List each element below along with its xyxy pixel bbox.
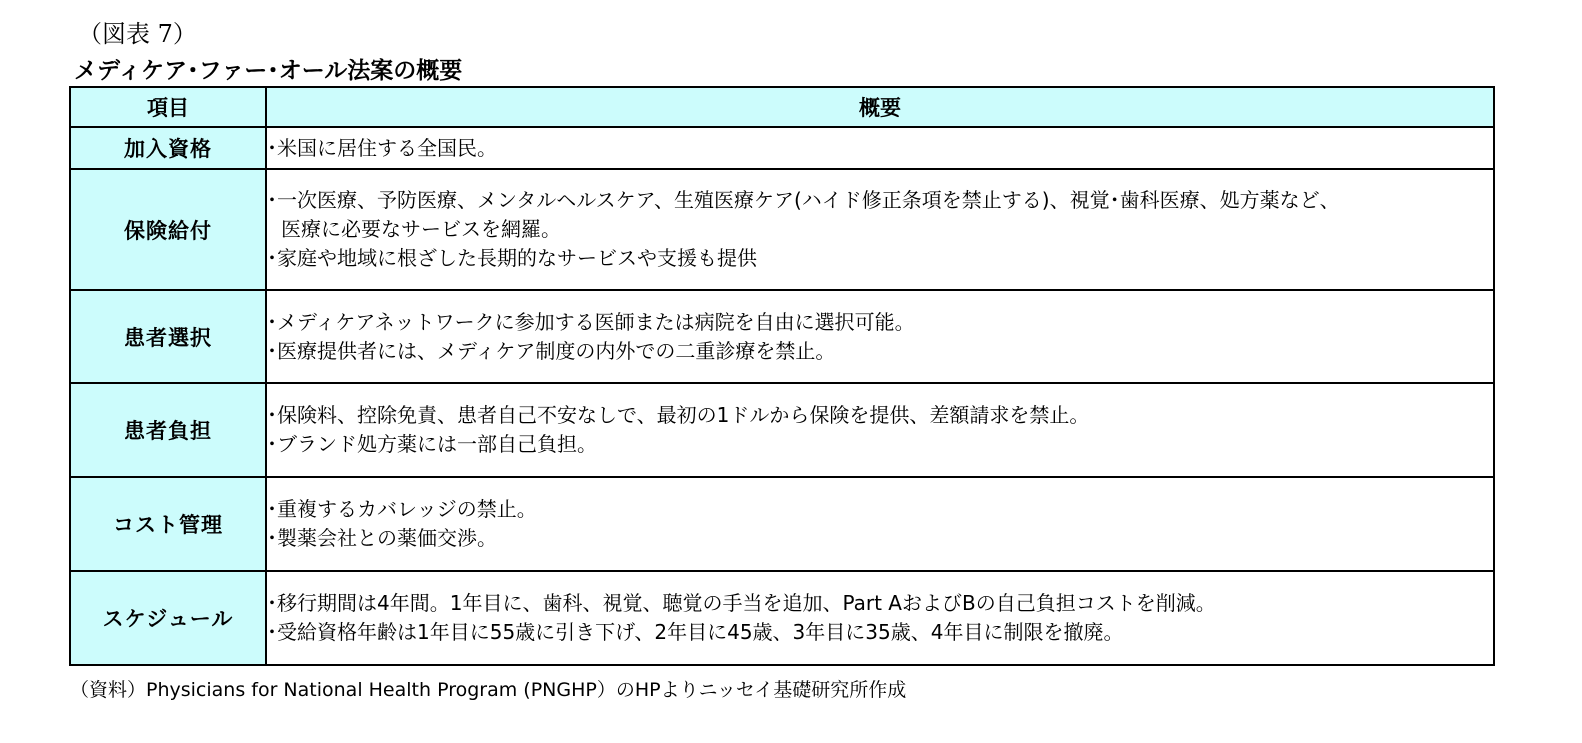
description-line: ･受給資格年齢は1年目に55歳に引き下げ、2年目に45歳、3年目に35歳、4年目に制限を撤廃。 [267,620,1124,644]
row-item: 患者負担 [70,383,266,477]
description-line: ･ブランド処方薬には一部自己負担。 [267,432,597,456]
row-item: 加入資格 [70,127,266,169]
row-description [266,290,1494,383]
header-item: 項目 [70,87,266,127]
description-line: ･家庭や地域に根ざした長期的なサービスや支援も提供 [267,246,757,270]
description-line: ･製薬会社との薬価交渉。 [267,526,497,550]
table-row-benefits [70,169,1494,290]
table-row-eligibility [70,127,1494,169]
figure-label: （図表 7） [78,20,197,48]
row-description [266,127,1494,169]
table-row-patient-choice [70,290,1494,383]
table-row-schedule [70,571,1494,665]
description-line: ･一次医療、予防医療、メンタルヘルスケア、生殖医療ケア(ハイド修正条項を禁止する)、視覚･歯科医療、処方薬など、 [267,188,1340,212]
row-description [266,169,1494,290]
header-summary: 概要 [266,87,1494,127]
summary-table [69,86,1495,666]
row-item: スケジュール [70,571,266,665]
row-item: 保険給付 [70,169,266,290]
table-row-cost-control [70,477,1494,571]
description-line: ･保険料、控除免責、患者自己不安なしで、最初の1ドルから保険を提供、差額請求を禁止。 [267,403,1090,427]
description-line: ･米国に居住する全国民。 [267,135,497,160]
row-description [266,571,1494,665]
description-line: ･メディケアネットワークに参加する医師または病院を自由に選択可能。 [267,309,915,334]
row-item: 患者選択 [70,290,266,383]
description-line: ･移行期間は4年間。1年目に、歯科、視覚、聴覚の手当を追加、Part AおよびBの自己負担コストを削減。 [267,591,1216,615]
table-row-patient-cost [70,383,1494,477]
row-item: コスト管理 [70,477,266,571]
table-header-row [70,87,1494,127]
description-line: ･重複するカバレッジの禁止。 [267,497,537,521]
description-line: ･医療提供者には、メディケア制度の内外での二重診療を禁止。 [267,338,836,363]
row-description [266,383,1494,477]
source-note: （資料）Physicians for National Health Program (PNGHP）のHPよりニッセイ基礎研究所作成 [70,679,907,701]
figure-title: メディケア･ファー･オール法案の概要 [74,58,463,84]
description-line: 医療に必要なサービスを網羅。 [281,217,561,241]
row-description [266,477,1494,571]
